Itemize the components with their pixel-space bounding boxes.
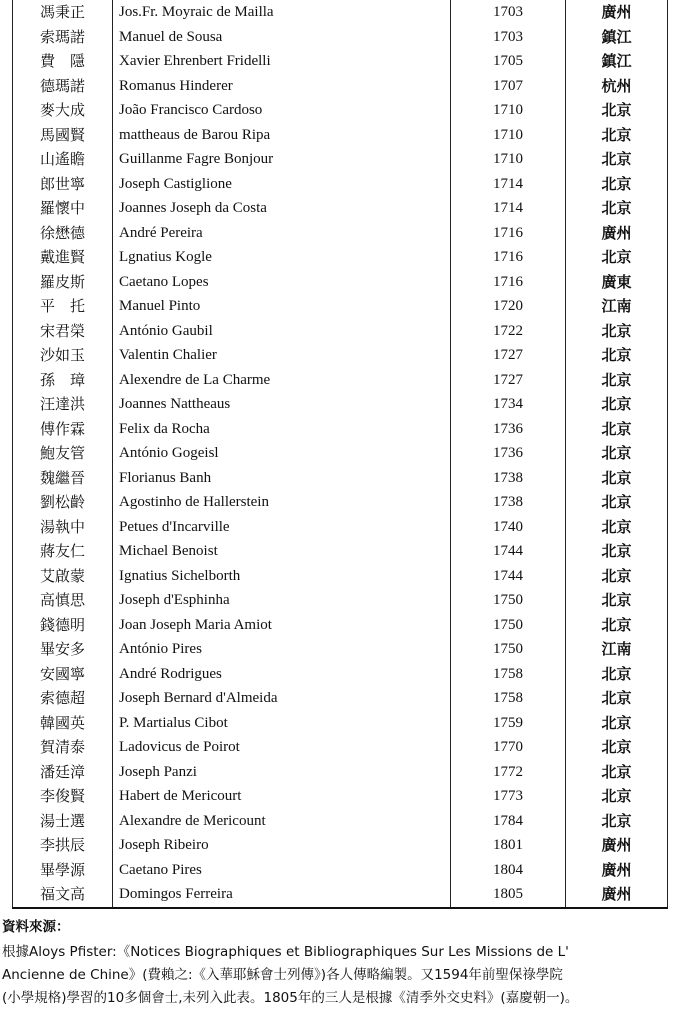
chinese-name-cell: 山遙瞻: [13, 147, 113, 172]
source-note: [2, 916, 678, 1010]
year-cell: 1736: [451, 417, 566, 442]
latin-name-cell: mattheaus de Barou Ripa: [113, 123, 451, 148]
year-cell: 1736: [451, 441, 566, 466]
source-line: (小學規格)學習的10多個會士,未列入此表。1805年的三人是根據《清季外交史料》(嘉慶朝一)。: [2, 990, 579, 1006]
table-row: [13, 196, 668, 221]
latin-name-cell: Joseph Bernard d'Almeida: [113, 686, 451, 711]
place-cell: 北京: [566, 147, 668, 172]
chinese-name-cell: 賀清泰: [13, 735, 113, 760]
year-cell: 1716: [451, 245, 566, 270]
table-row: [13, 809, 668, 834]
year-cell: 1750: [451, 613, 566, 638]
chinese-name-cell: 劉松齡: [13, 490, 113, 515]
place-cell: 廣東: [566, 270, 668, 295]
table-row: [13, 711, 668, 736]
table-row: [13, 368, 668, 393]
latin-name-cell: André Pereira: [113, 221, 451, 246]
table-row: [13, 833, 668, 858]
table-row: [13, 172, 668, 197]
source-line: 根據Aloys Pfister:《Notices Biographiques et Bibliographiques Sur Les Missions de L': [2, 944, 569, 960]
chinese-name-cell: 畢學源: [13, 858, 113, 883]
year-cell: 1727: [451, 343, 566, 368]
latin-name-cell: Ignatius Sichelborth: [113, 564, 451, 589]
place-cell: 鎮江: [566, 25, 668, 50]
chinese-name-cell: 索德超: [13, 686, 113, 711]
year-cell: 1758: [451, 686, 566, 711]
chinese-name-cell: 李拱辰: [13, 833, 113, 858]
table-row: [13, 417, 668, 442]
table-row: [13, 74, 668, 99]
missionary-table-body: [13, 0, 668, 908]
table-row: [13, 490, 668, 515]
table-row: [13, 245, 668, 270]
table-row: [13, 49, 668, 74]
year-cell: 1703: [451, 25, 566, 50]
table-row: [13, 735, 668, 760]
place-cell: 北京: [566, 515, 668, 540]
chinese-name-cell: 宋君榮: [13, 319, 113, 344]
table-row: [13, 319, 668, 344]
chinese-name-cell: 魏繼晉: [13, 466, 113, 491]
chinese-name-cell: 安國寧: [13, 662, 113, 687]
year-cell: 1770: [451, 735, 566, 760]
year-cell: 1804: [451, 858, 566, 883]
table-row: [13, 98, 668, 123]
place-cell: 北京: [566, 760, 668, 785]
year-cell: 1714: [451, 196, 566, 221]
year-cell: 1727: [451, 368, 566, 393]
latin-name-cell: Caetano Lopes: [113, 270, 451, 295]
chinese-name-cell: 畢安多: [13, 637, 113, 662]
table-row: [13, 564, 668, 589]
place-cell: 北京: [566, 735, 668, 760]
year-cell: 1716: [451, 221, 566, 246]
place-cell: 杭州: [566, 74, 668, 99]
latin-name-cell: Alexendre de La Charme: [113, 368, 451, 393]
place-cell: 北京: [566, 784, 668, 809]
latin-name-cell: Alexandre de Mericount: [113, 809, 451, 834]
chinese-name-cell: 徐懋德: [13, 221, 113, 246]
table-row: [13, 539, 668, 564]
table-row: [13, 343, 668, 368]
table-row: [13, 123, 668, 148]
latin-name-cell: Joseph Panzi: [113, 760, 451, 785]
chinese-name-cell: 湯士選: [13, 809, 113, 834]
table-row: [13, 25, 668, 50]
chinese-name-cell: 羅皮斯: [13, 270, 113, 295]
latin-name-cell: Petues d'Incarville: [113, 515, 451, 540]
table-row: [13, 466, 668, 491]
latin-name-cell: Habert de Mericourt: [113, 784, 451, 809]
latin-name-cell: Guillanme Fagre Bonjour: [113, 147, 451, 172]
latin-name-cell: Romanus Hinderer: [113, 74, 451, 99]
place-cell: 北京: [566, 319, 668, 344]
place-cell: 江南: [566, 294, 668, 319]
latin-name-cell: Jos.Fr. Moyraic de Mailla: [113, 0, 451, 25]
place-cell: 廣州: [566, 0, 668, 25]
latin-name-cell: Lgnatius Kogle: [113, 245, 451, 270]
year-cell: 1738: [451, 466, 566, 491]
table-row: [13, 637, 668, 662]
latin-name-cell: Joan Joseph Maria Amiot: [113, 613, 451, 638]
chinese-name-cell: 錢德明: [13, 613, 113, 638]
year-cell: 1772: [451, 760, 566, 785]
chinese-name-cell: 德瑪諾: [13, 74, 113, 99]
table-row: [13, 588, 668, 613]
chinese-name-cell: 孫 璋: [13, 368, 113, 393]
place-cell: 北京: [566, 613, 668, 638]
latin-name-cell: Xavier Ehrenbert Fridelli: [113, 49, 451, 74]
place-cell: 江南: [566, 637, 668, 662]
chinese-name-cell: 平 托: [13, 294, 113, 319]
place-cell: 北京: [566, 588, 668, 613]
year-cell: 1773: [451, 784, 566, 809]
table-row: [13, 294, 668, 319]
chinese-name-cell: 羅懷中: [13, 196, 113, 221]
chinese-name-cell: 戴進賢: [13, 245, 113, 270]
place-cell: 北京: [566, 441, 668, 466]
latin-name-cell: Florianus Banh: [113, 466, 451, 491]
table-row: [13, 858, 668, 883]
latin-name-cell: Joannes Joseph da Costa: [113, 196, 451, 221]
chinese-name-cell: 湯執中: [13, 515, 113, 540]
year-cell: 1722: [451, 319, 566, 344]
year-cell: 1714: [451, 172, 566, 197]
table-row: [13, 613, 668, 638]
place-cell: 北京: [566, 98, 668, 123]
year-cell: 1705: [451, 49, 566, 74]
chinese-name-cell: 汪達洪: [13, 392, 113, 417]
place-cell: 北京: [566, 368, 668, 393]
latin-name-cell: Valentin Chalier: [113, 343, 451, 368]
chinese-name-cell: 費 隱: [13, 49, 113, 74]
year-cell: 1720: [451, 294, 566, 319]
year-cell: 1744: [451, 564, 566, 589]
chinese-name-cell: 潘廷漳: [13, 760, 113, 785]
year-cell: 1710: [451, 98, 566, 123]
latin-name-cell: Caetano Pires: [113, 858, 451, 883]
table-row: [13, 270, 668, 295]
chinese-name-cell: 郎世寧: [13, 172, 113, 197]
table-row: [13, 760, 668, 785]
latin-name-cell: Manuel Pinto: [113, 294, 451, 319]
year-cell: 1801: [451, 833, 566, 858]
table-row: [13, 392, 668, 417]
table-row: [13, 0, 668, 25]
year-cell: 1759: [451, 711, 566, 736]
source-heading: 資料來源：: [2, 919, 70, 935]
chinese-name-cell: 韓國英: [13, 711, 113, 736]
place-cell: 北京: [566, 564, 668, 589]
place-cell: 鎮江: [566, 49, 668, 74]
source-line: Ancienne de Chine》(費賴之:《入華耶穌會士列傳》)各人傳略編製。又1594年前聖保祿學院: [2, 967, 563, 983]
table-row: [13, 515, 668, 540]
place-cell: 北京: [566, 686, 668, 711]
table-row: [13, 686, 668, 711]
year-cell: 1707: [451, 74, 566, 99]
latin-name-cell: Joseph Ribeiro: [113, 833, 451, 858]
latin-name-cell: Felix da Rocha: [113, 417, 451, 442]
latin-name-cell: Manuel de Sousa: [113, 25, 451, 50]
place-cell: 北京: [566, 392, 668, 417]
year-cell: 1710: [451, 123, 566, 148]
missionary-table: [12, 0, 668, 909]
chinese-name-cell: 鮑友管: [13, 441, 113, 466]
year-cell: 1758: [451, 662, 566, 687]
latin-name-cell: Domingos Ferreira: [113, 882, 451, 908]
table-row: [13, 662, 668, 687]
latin-name-cell: Michael Benoist: [113, 539, 451, 564]
place-cell: 北京: [566, 711, 668, 736]
place-cell: 北京: [566, 417, 668, 442]
latin-name-cell: Ladovicus de Poirot: [113, 735, 451, 760]
latin-name-cell: Agostinho de Hallerstein: [113, 490, 451, 515]
table-row: [13, 882, 668, 908]
place-cell: 北京: [566, 466, 668, 491]
chinese-name-cell: 高慎思: [13, 588, 113, 613]
latin-name-cell: P. Martialus Cibot: [113, 711, 451, 736]
year-cell: 1740: [451, 515, 566, 540]
latin-name-cell: Joseph Castiglione: [113, 172, 451, 197]
latin-name-cell: João Francisco Cardoso: [113, 98, 451, 123]
chinese-name-cell: 索瑪諾: [13, 25, 113, 50]
chinese-name-cell: 李俊賢: [13, 784, 113, 809]
place-cell: 廣州: [566, 221, 668, 246]
latin-name-cell: António Gogeisl: [113, 441, 451, 466]
chinese-name-cell: 蔣友仁: [13, 539, 113, 564]
year-cell: 1703: [451, 0, 566, 25]
year-cell: 1750: [451, 588, 566, 613]
year-cell: 1734: [451, 392, 566, 417]
year-cell: 1710: [451, 147, 566, 172]
year-cell: 1744: [451, 539, 566, 564]
latin-name-cell: Joseph d'Esphinha: [113, 588, 451, 613]
chinese-name-cell: 傅作霖: [13, 417, 113, 442]
year-cell: 1750: [451, 637, 566, 662]
place-cell: 廣州: [566, 882, 668, 908]
chinese-name-cell: 艾啟蒙: [13, 564, 113, 589]
place-cell: 北京: [566, 245, 668, 270]
latin-name-cell: André Rodrigues: [113, 662, 451, 687]
chinese-name-cell: 馬國賢: [13, 123, 113, 148]
year-cell: 1784: [451, 809, 566, 834]
latin-name-cell: António Pires: [113, 637, 451, 662]
place-cell: 北京: [566, 539, 668, 564]
place-cell: 北京: [566, 343, 668, 368]
place-cell: 北京: [566, 662, 668, 687]
place-cell: 廣州: [566, 833, 668, 858]
year-cell: 1805: [451, 882, 566, 908]
place-cell: 北京: [566, 196, 668, 221]
table-row: [13, 147, 668, 172]
chinese-name-cell: 福文高: [13, 882, 113, 908]
place-cell: 北京: [566, 123, 668, 148]
chinese-name-cell: 馮秉正: [13, 0, 113, 25]
place-cell: 廣州: [566, 858, 668, 883]
place-cell: 北京: [566, 172, 668, 197]
latin-name-cell: Joannes Nattheaus: [113, 392, 451, 417]
latin-name-cell: António Gaubil: [113, 319, 451, 344]
table-row: [13, 221, 668, 246]
table-row: [13, 784, 668, 809]
place-cell: 北京: [566, 490, 668, 515]
table-row: [13, 441, 668, 466]
chinese-name-cell: 麥大成: [13, 98, 113, 123]
year-cell: 1738: [451, 490, 566, 515]
chinese-name-cell: 沙如玉: [13, 343, 113, 368]
place-cell: 北京: [566, 809, 668, 834]
year-cell: 1716: [451, 270, 566, 295]
